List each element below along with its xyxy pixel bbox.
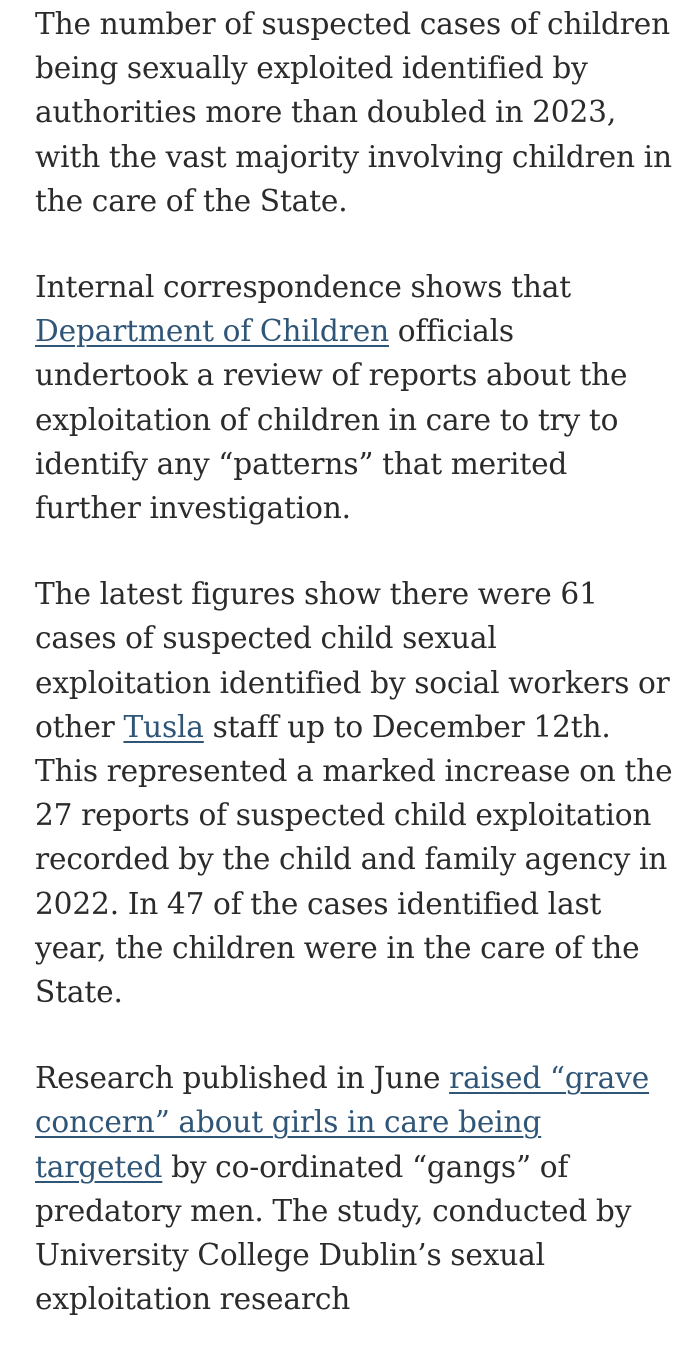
paragraph-text: officials undertook a review of reports about the exploitation of children in care to try to identify any “patterns” that merited further investigation. — [35, 314, 628, 526]
grave-concern-research-link[interactable]: raised “grave concern” about girls in care being targeted — [35, 1061, 650, 1184]
article-body — [35, 2, 675, 1363]
paragraph-text: The latest figures show there were 61 cases of suspected child sexual exploitation identified by social workers or other — [35, 577, 670, 744]
paragraph-text: Research published in June — [35, 1061, 441, 1096]
paragraph-3 — [35, 572, 675, 1014]
paragraph-1 — [35, 2, 675, 223]
paragraph-text: by co-ordinated “gangs” of predatory men. The study, conducted by University College Dublin’s sexual exploitation research — [35, 1149, 632, 1317]
tusla-link[interactable]: Tusla — [123, 709, 204, 744]
paragraph-text: staff up to December 12th. This represented a marked increase on the 27 reports of suspected child exploitation recorded by the child and family agency in 2022. In 47 of the cases identified last year, the children were in the care of the State. — [35, 709, 673, 1010]
paragraph-2 — [35, 265, 675, 530]
paragraph-text: The number of suspected cases of children being sexually exploited identified by authorities more than doubled in 2023, with the vast majority involving children in the care of the State. — [35, 7, 672, 218]
department-of-children-link[interactable]: Department of Children — [35, 314, 389, 349]
paragraph-4 — [35, 1056, 675, 1321]
paragraph-text: Internal correspondence shows that — [35, 270, 571, 305]
